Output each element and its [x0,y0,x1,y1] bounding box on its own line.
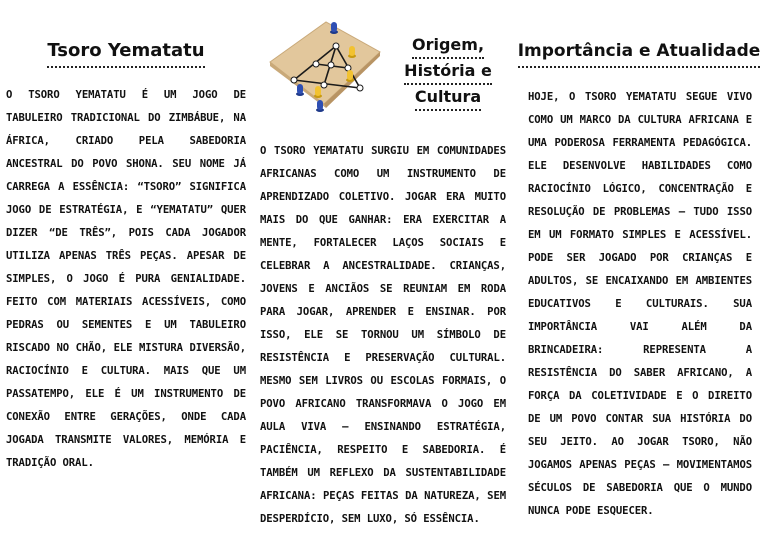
title-line-1: Origem, [412,33,484,59]
board-wood [270,22,380,104]
title-line-2: História e [404,59,492,85]
section-title [392,33,504,111]
tsoro-board-image [262,10,384,120]
title-line-3: Cultura [415,85,481,111]
section-body: O TSORO YEMATATU SURGIU EM COMUNIDADES AFRICANAS COMO UM INSTRUMENTO DE APRENDIZADO COLETIVO. JOGAR ERA MUITO MAIS DO QUE GANHAR: ERA EXERCITAR A MENTE, FORTALECER LAÇOS SOCIAIS E CELEBRAR A ANCESTRALIDADE. CRIANÇAS, JOVENS E ANCIÃOS SE REUNIAM EM RODA PARA JOGAR, APRENDER E ENSINAR. POR ISSO, ELE SE TORNOU UM SÍMBOLO DE RESISTÊNCIA E PRESERVAÇÃO CULTURAL. MESMO SEM LIVROS OU ESCOLAS FORMAIS, O POVO AFRICANO TRANSFORMAVA O JOGO EM AULA VIVA — ENSINANDO ESTRATÉGIA, PACIÊNCIA, RESPEITO E SABEDORIA. É TAMBÉM UM REFLEXO DA SUSTENTABILIDADE AFRICANA: PEÇAS FEITAS DA NATUREZA, SEM DESPERDÍCIO, SEM LUXO, SÓ ESSÊNCIA. [260,145,506,525]
section-title [26,40,226,68]
section-importancia-atualidade [514,40,764,523]
section-title-text: Tsoro Yematatu [47,40,204,68]
section-body: HOJE, O TSORO YEMATATU SEGUE VIVO COMO UM MARCO DA CULTURA AFRICANA E UMA PODEROSA FERRAMENTA PEDAGÓGICA. ELE DESENVOLVE HABILIDADES COMO RACIOCÍNIO LÓGICO, CONCENTRAÇÃO E RESOLUÇÃO DE PROBLEMAS — TUDO ISSO EM UM FORMATO SIMPLES E ACESSÍVEL. PODE SER JOGADO POR CRIANÇAS E ADULTOS, SE ENCAIXANDO EM AMBIENTES EDUCATIVOS E CULTURAIS. SUA IMPORTÂNCIA VAI ALÉM DA BRINCADEIRA: REPRESENTA A RESISTÊNCIA DO SABER AFRICANO, A FORÇA DA COLETIVIDADE E O DIREITO DE UM POVO CONTAR SUA HISTÓRIA DO SEU JEITO. AO JOGAR TSORO, NÃO JOGAMOS APENAS PEÇAS — MOVIMENTAMOS SÉCULOS DE SABEDORIA QUE O MUNDO NUNCA PODE ESQUECER. [528,91,752,517]
section-body: O TSORO YEMATATU É UM JOGO DE TABULEIRO TRADICIONAL DO ZIMBÁBUE, NA ÁFRICA, CRIADO PELA SABEDORIA ANCESTRAL DO POVO SHONA. SEU NOME JÁ CARREGA A ESSÊNCIA: “TSORO” SIGNIFICA JOGO DE ESTRATÉGIA, E “YEMATATU” QUER DIZER “DE TRÊS”, POIS CADA JOGADOR UTILIZA APENAS TRÊS PEÇAS. APESAR DE SIMPLES, O JOGO É PURA GENIALIDADE. FEITO COM MATERIAIS ACESSÍVEIS, COMO PEDRAS OU SEMENTES E UM TABULEIRO RISCADO NO CHÃO, ELE MISTURA DIVERSÃO, RACIOCÍNIO E CULTURA. MAIS QUE UM PASSATEMPO, ELE É UM INSTRUMENTO DE CONEXÃO ENTRE GERAÇÕES, ONDE CADA JOGADA TRANSMITE VALORES, MEMÓRIA E TRADIÇÃO ORAL. [6,89,246,469]
section-origem-historia-cultura [260,140,506,531]
section-tsoro-yematatu [6,40,246,475]
section-title [514,40,764,68]
section-title-text: Importância e Atualidade [518,40,761,68]
board-illustration [262,10,384,120]
section-origem-title [392,33,504,111]
